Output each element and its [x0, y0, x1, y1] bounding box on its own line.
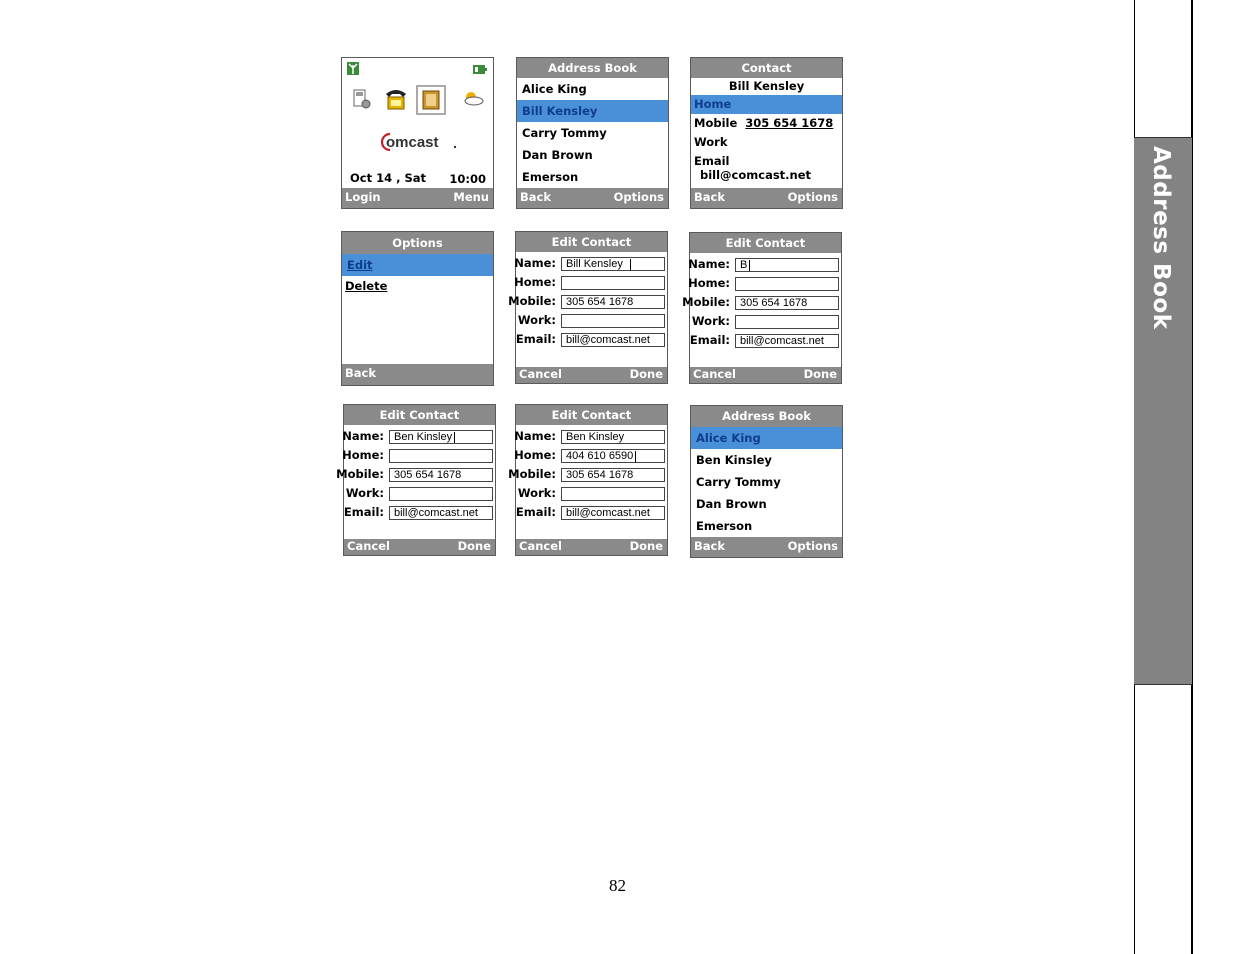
email-field[interactable] — [561, 506, 665, 520]
back-softkey[interactable]: Back — [345, 366, 376, 380]
field-value: Ben Kinsley — [394, 431, 453, 443]
done-softkey[interactable]: Done — [457, 539, 491, 553]
list-item-selected[interactable]: Bill Kensley — [517, 100, 668, 122]
softkeys — [690, 367, 841, 383]
work-field[interactable] — [561, 314, 665, 328]
edit-contact-screen — [682, 232, 842, 384]
home-field[interactable] — [389, 449, 493, 463]
options-softkey[interactable]: Options — [613, 190, 664, 204]
field-label: Mobile: — [336, 467, 384, 481]
list-item[interactable]: Emerson — [696, 519, 753, 533]
softkeys — [516, 367, 667, 383]
field-label: Work: — [517, 486, 556, 500]
signal-icon — [347, 62, 359, 75]
softkeys — [516, 539, 667, 555]
work-field[interactable] — [389, 487, 493, 501]
mobile-field[interactable] — [735, 296, 839, 310]
edit-contact-screen — [336, 404, 496, 556]
side-tab-label: Address Book — [1148, 146, 1174, 330]
name-field[interactable] — [561, 257, 665, 271]
options-softkey[interactable]: Options — [787, 539, 838, 553]
home-field[interactable] — [735, 277, 839, 291]
list-item-selected[interactable]: Alice King — [691, 427, 842, 449]
text-cursor — [454, 432, 455, 443]
done-softkey[interactable]: Done — [803, 367, 837, 381]
field-label: Email: — [343, 505, 384, 519]
field-label: Home: — [688, 276, 730, 290]
softkeys — [691, 188, 842, 208]
list-item[interactable]: Carry Tommy — [522, 126, 607, 140]
list-item[interactable]: Dan Brown — [696, 497, 767, 511]
cancel-softkey[interactable]: Cancel — [519, 539, 562, 553]
back-softkey[interactable]: Back — [694, 190, 725, 204]
field-value: 404 610 6590 — [566, 450, 634, 462]
field-label: Mobile: — [508, 467, 556, 481]
text-cursor — [635, 451, 636, 462]
field-label: Work: — [691, 314, 730, 328]
field-value: 305 654 1678 — [394, 469, 462, 481]
svg-text:omcast: omcast — [386, 134, 439, 151]
telephone-icon[interactable] — [384, 88, 408, 110]
softkeys — [517, 188, 668, 208]
field-label: Name: — [688, 257, 730, 271]
address-book-screen — [516, 57, 669, 209]
field-label: Work: — [345, 486, 384, 500]
name-field[interactable] — [389, 430, 493, 444]
field-label: Home: — [342, 448, 384, 462]
text-cursor — [630, 259, 631, 270]
contact-screen — [690, 57, 843, 209]
email-field[interactable] — [561, 333, 665, 347]
field-value: Bill Kensley — [566, 258, 623, 270]
screen-title: Edit Contact — [516, 232, 667, 252]
address-book-icon[interactable] — [416, 85, 446, 115]
field-label: Mobile: — [508, 294, 556, 308]
field-label: Home: — [514, 275, 556, 289]
list-item[interactable]: Emerson — [522, 170, 579, 184]
menu-item-delete[interactable]: Delete — [345, 279, 388, 293]
home-time: 10:00 — [449, 172, 486, 186]
field-label: Name: — [514, 429, 556, 443]
page-number: 82 — [609, 876, 626, 895]
screen-title: Contact — [691, 58, 842, 78]
home-screen — [341, 57, 494, 209]
menu-item-edit[interactable]: Edit — [342, 254, 493, 276]
screen-title: Address Book — [517, 58, 668, 78]
home-field[interactable] — [561, 449, 665, 463]
list-item[interactable]: Carry Tommy — [696, 475, 781, 489]
text-cursor — [749, 260, 750, 271]
softkeys — [342, 364, 493, 385]
field-value: B — [740, 259, 748, 271]
field-label: Name: — [342, 429, 384, 443]
screen-title: Address Book — [691, 406, 842, 427]
field-value: 305 654 1678 — [740, 297, 808, 309]
field-value: 305 654 1678 — [566, 296, 634, 308]
cancel-softkey[interactable]: Cancel — [693, 367, 736, 381]
email-field[interactable] — [735, 334, 839, 348]
mobile-field[interactable] — [561, 468, 665, 482]
side-tab — [1134, 137, 1192, 685]
field-label: Email: — [515, 332, 556, 346]
list-item[interactable]: Dan Brown — [522, 148, 593, 162]
address-book-screen-updated — [690, 405, 843, 558]
home-field[interactable] — [561, 276, 665, 290]
field-label: Name: — [514, 256, 556, 270]
cancel-softkey[interactable]: Cancel — [519, 367, 562, 381]
options-screen — [341, 231, 494, 386]
home-date: Oct 14 , Sat — [350, 171, 427, 185]
tab-divider-top — [1134, 0, 1135, 137]
options-softkey[interactable]: Options — [787, 190, 838, 204]
screen-title: Options — [342, 232, 493, 254]
email-field[interactable] — [389, 506, 493, 520]
contact-row-mobile[interactable]: Mobile 305 654 1678 — [694, 116, 834, 130]
field-value: 305 654 1678 — [566, 469, 634, 481]
edit-contact-screen — [508, 231, 668, 384]
tab-divider-bottom — [1134, 685, 1135, 954]
name-field[interactable] — [735, 258, 839, 272]
menu-softkey[interactable]: Menu — [453, 190, 489, 204]
field-label: Home: — [514, 448, 556, 462]
contact-name: Bill Kensley — [728, 79, 805, 93]
field-value: bill@comcast.net — [566, 334, 650, 346]
field-label: Work: — [517, 313, 556, 327]
name-field[interactable] — [561, 430, 665, 444]
list-item[interactable]: Alice King — [522, 82, 587, 96]
field-value: Ben Kinsley — [566, 431, 625, 443]
login-softkey[interactable]: Login — [345, 190, 381, 204]
mobile-field[interactable] — [561, 295, 665, 309]
field-value: bill@comcast.net — [394, 507, 478, 519]
field-label: Mobile: — [682, 295, 730, 309]
weather-icon[interactable] — [461, 89, 485, 107]
home-softkeys — [342, 188, 493, 208]
side-tab-strip — [1134, 0, 1192, 954]
cancel-softkey[interactable]: Cancel — [347, 539, 390, 553]
screen-title: Edit Contact — [690, 233, 841, 253]
edit-contact-screen — [508, 404, 668, 556]
mobile-field[interactable] — [389, 468, 493, 482]
phone-settings-icon[interactable] — [353, 89, 371, 109]
field-value: bill@comcast.net — [740, 335, 824, 347]
comcast-logo — [379, 131, 461, 153]
back-softkey[interactable]: Back — [694, 539, 725, 553]
work-field[interactable] — [735, 315, 839, 329]
done-softkey[interactable]: Done — [629, 367, 663, 381]
work-field[interactable] — [561, 487, 665, 501]
contact-row-work[interactable]: Work — [694, 135, 728, 149]
screen-title: Edit Contact — [516, 405, 667, 425]
done-softkey[interactable]: Done — [629, 539, 663, 553]
field-value: bill@comcast.net — [566, 507, 650, 519]
softkeys — [691, 537, 842, 557]
list-item[interactable]: Ben Kinsley — [696, 453, 772, 467]
contact-row-email[interactable]: Email bill@comcast.net — [694, 154, 812, 182]
softkeys — [344, 539, 495, 555]
contact-row-home[interactable]: Home — [691, 95, 842, 114]
screen-title: Edit Contact — [344, 405, 495, 425]
battery-icon — [473, 65, 487, 74]
field-label: Email: — [689, 333, 730, 347]
back-softkey[interactable]: Back — [520, 190, 551, 204]
field-label: Email: — [515, 505, 556, 519]
